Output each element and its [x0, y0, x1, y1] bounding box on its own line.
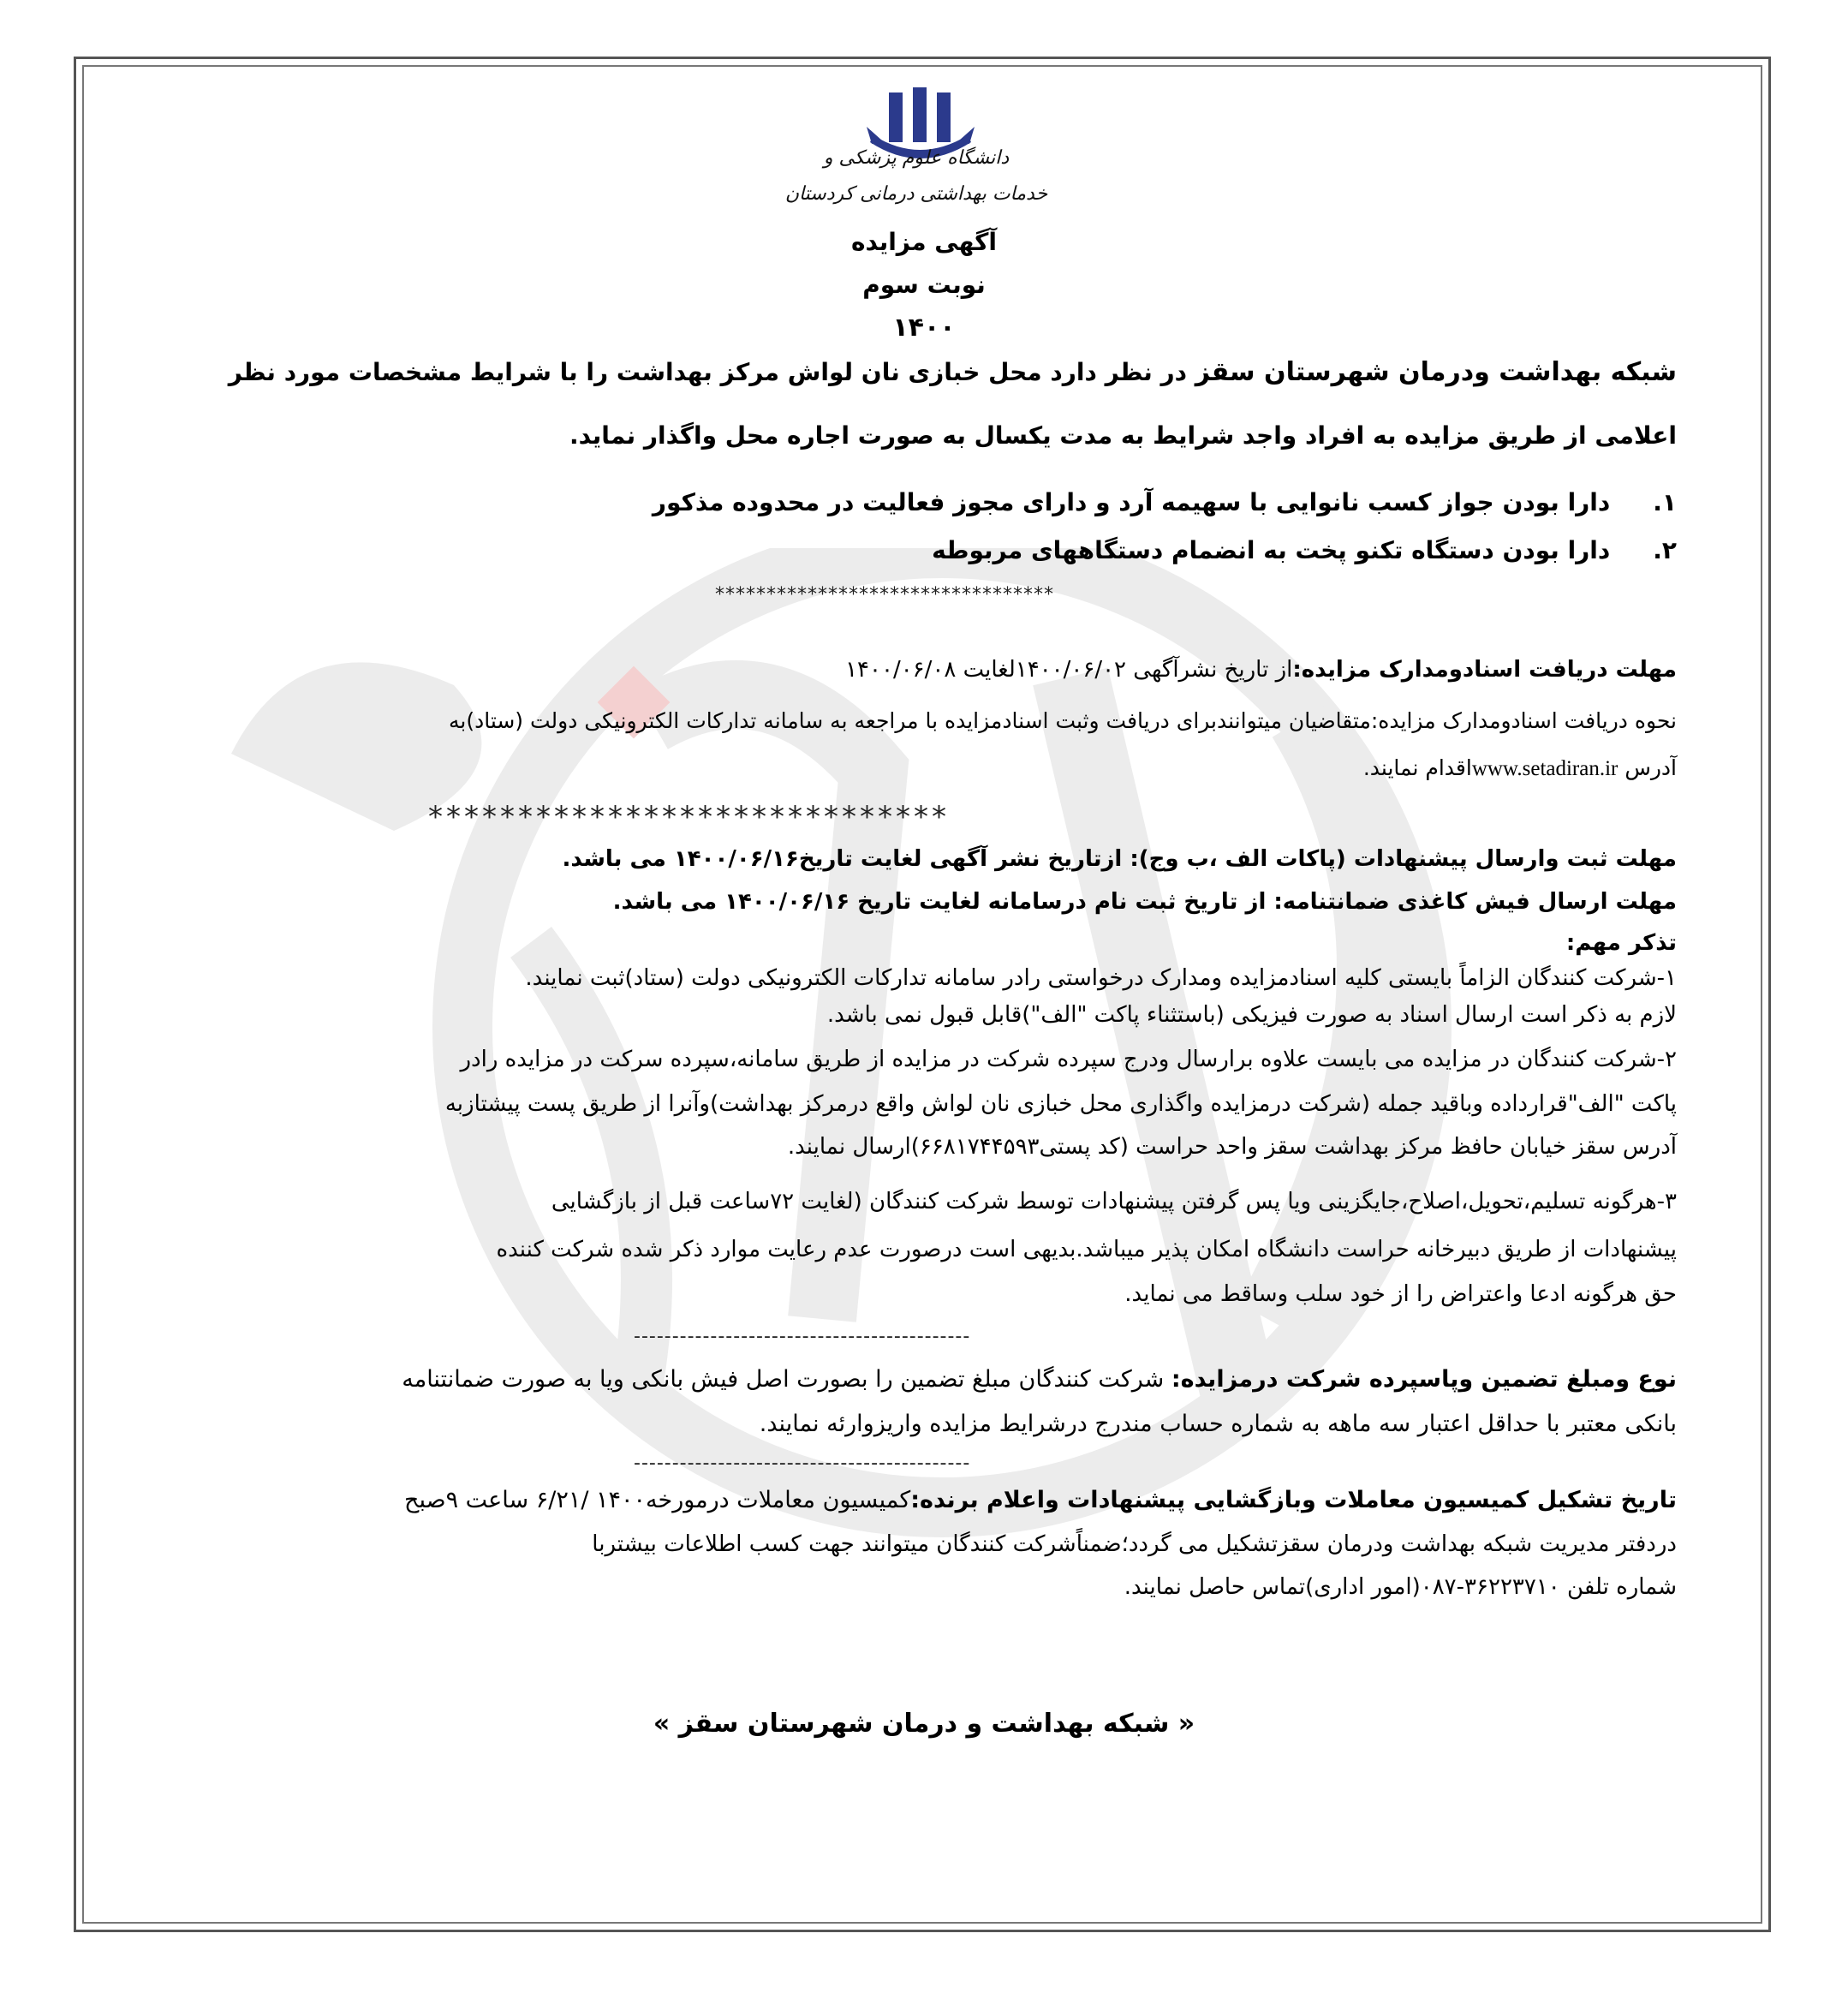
guarantee-deadline: مهلت ارسال فیش کاغذی ضمانتنامه: از تاریخ ثبت نام درسامانه لغایت تاریخ ۱۴۰۰/۰۶/۱۶ می باشد.: [612, 889, 1677, 915]
howto-address-label: آدرس: [1618, 755, 1677, 780]
condition-item-1: [171, 488, 1677, 517]
documents-deadline-text: از تاریخ نشرآگهی ۱۴۰۰/۰۶/۰۲لغایت ۱۴۰۰/۰۶/۰۸: [845, 657, 1293, 683]
intro-line1: [171, 358, 1677, 387]
note-3-line3: حق هرگونه ادعا واعتراض را از خود سلب وساقط می نماید.: [1124, 1281, 1677, 1307]
condition-number: ۲.: [1653, 536, 1677, 564]
documents-howto-line2: [171, 754, 1677, 784]
commission-line2: دردفتر مدیریت شبکه بهداشت ودرمان سقزتشکیل می گردد؛ضمناًشرکت کنندگان میتوانند جهت کسب اطلاعات بیشتربا: [592, 1531, 1677, 1557]
condition-text: دارا بودن دستگاه تکنو پخت به انضمام دستگاههای مربوطه: [932, 536, 1611, 564]
documents-howto-line1: نحوه دریافت اسنادومدارک مزایده:متقاضیان میتوانندبرای دریافت وثبت اسنادمزایده با مراجعه به سامانه تدارکات الکترونیکی دولت (ستاد)به: [448, 708, 1677, 733]
condition-number: ۱.: [1653, 488, 1677, 516]
commission-line3: شماره تلفن ۳۶۲۲۳۷۱۰-۰۸۷(امور اداری)تماس حاصل نمایند.: [1124, 1574, 1677, 1600]
note-3-line1: ۳-هرگونه تسلیم،تحویل،اصلاح،جایگزینی ویا پس گرفتن پیشنهادات توسط شرکت کنندگان (لغایت ۷۲ساعت قبل از بازگشایی: [551, 1189, 1677, 1214]
documents-deadline: [171, 655, 1677, 684]
commission-line1: [171, 1486, 1677, 1515]
announcement-round: نوبت سوم: [862, 271, 986, 299]
note-1-line2: لازم به ذکر است ارسال اسناد به صورت فیزیکی (باستثناء پاکت "الف")قابل قبول نمی باشد.: [826, 1002, 1677, 1028]
submission-deadline: مهلت ثبت وارسال پیشنهادات (پاکات الف ،ب وج): ازتاریخ نشر آگهی لغایت تاریخ۱۴۰۰/۰۶/۱۶ می باشد.: [562, 846, 1677, 872]
note-2-line2: پاکت "الف"قرارداده وباقید جمله (شرکت درمزایده واگذاری محل خبازی نان لواش واقع درمرکز بهداشت)وآنرا از طریق پست پیشتازبه: [444, 1091, 1677, 1117]
logo-text-line1: دانشگاه علوم پزشکی و: [823, 147, 1010, 169]
note-3-line2: پیشنهادات از طریق دبیرخانه حراست دانشگاه امکان پذیر میباشد.بدیهی است درصورت عدم رعایت موارد ذکر شده شرکت کننده: [496, 1237, 1677, 1262]
intro-organization: شبکه بهداشت ودرمان شهرستان سقز: [1195, 357, 1677, 387]
announcement-title: آگهی مزایده: [850, 228, 997, 256]
guarantee-label: نوع ومبلغ تضمین وپاسپرده شرکت درمزایده:: [1171, 1366, 1677, 1393]
documents-deadline-label: مهلت دریافت اسنادومدارک مزایده:: [1292, 657, 1677, 683]
intro-line2: اعلامی از طریق مزایده به افراد واجد شرایط به مدت یکسال به صورت اجاره محل واگذار نماید.: [569, 421, 1677, 450]
condition-text: دارا بودن جواز کسب نانوایی با سهیمه آرد و دارای مجوز فعالیت در محدوده مذکور: [652, 488, 1611, 516]
intro-text: در نظر دارد محل خبازی نان لواش مرکز بهداشت را با شرایط مشخصات مورد نظر: [228, 358, 1195, 386]
star-separator: *****************************: [428, 800, 950, 834]
commission-text: کمیسیون معاملات درمورخه۱۴۰۰ /۶/۲۱ ساعت ۹صبح: [404, 1487, 911, 1513]
guarantee-text: شرکت کنندگان مبلغ تضمین را بصورت اصل فیش بانکی ویا به صورت ضمانتنامه: [402, 1366, 1171, 1393]
guarantee-line1: [171, 1365, 1677, 1394]
howto-action: اقدام نمایند.: [1362, 755, 1472, 780]
condition-item-2: [171, 536, 1677, 565]
commission-label: تاریخ تشکیل کمیسیون معاملات وبازگشایی پیشنهادات واعلام برنده:: [910, 1487, 1677, 1513]
important-note-title: تذکر مهم:: [1565, 930, 1677, 956]
setadiran-link[interactable]: www.setadiran.ir: [1471, 757, 1618, 780]
dash-separator: --------------------------------------------: [634, 1326, 971, 1347]
star-separator: *********************************: [715, 584, 1054, 606]
guarantee-line2: بانکی معتبر با حداقل اعتبار سه ماهه به شماره حساب مندرج درشرایط مزایده واریزوارئه نمایند.: [759, 1411, 1677, 1437]
dash-separator: --------------------------------------------: [634, 1453, 971, 1474]
note-2-line1: ۲-شرکت کنندگان در مزایده می بایست علاوه برارسال ودرج سپرده شرکت در مزایده از طریق سامانه،سپرده سرکت در مزایده رادر: [460, 1047, 1677, 1072]
announcement-year: ۱۴۰۰: [892, 313, 956, 343]
note-1-line1: ۱-شرکت کنندگان الزاماً بایستی کلیه اسنادمزایده ومدارک درخواستی رادر سامانه تدارکات الکترونیکی دولت (ستاد)ثبت نمایند.: [525, 965, 1677, 991]
signature-footer: « شبکه بهداشت و درمان شهرستان سقز »: [653, 1709, 1195, 1739]
note-2-line3: آدرس سقز خیابان حافظ مرکز بهداشت سقز واحد حراست (کد پستی۶۶۸۱۷۴۴۵۹۳)ارسال نمایند.: [787, 1134, 1677, 1160]
logo-text-line2: خدمات بهداشتی درمانی کردستان: [784, 183, 1048, 205]
